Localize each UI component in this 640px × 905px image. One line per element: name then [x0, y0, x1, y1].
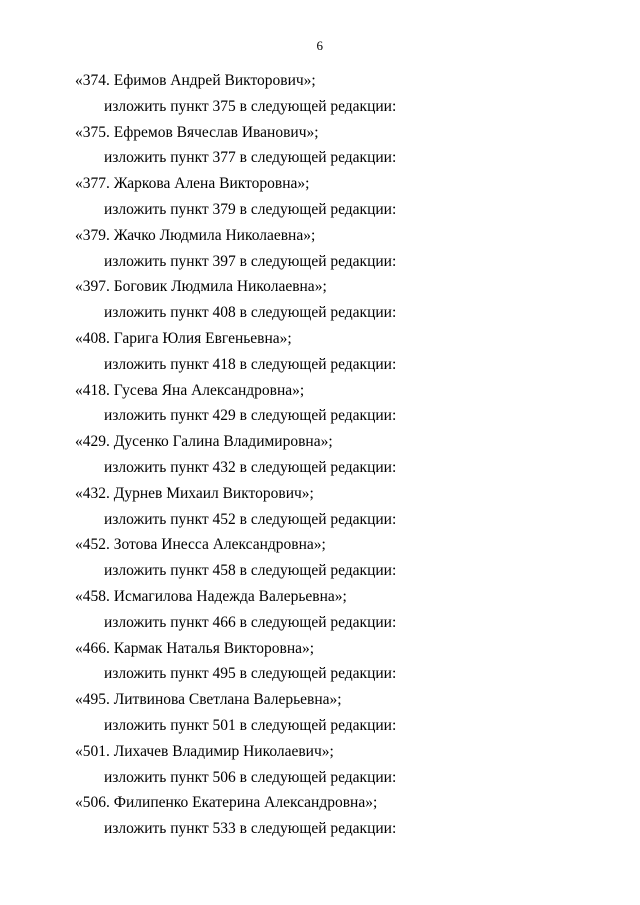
- list-entry: «375. Ефремов Вячеслав Иванович»;: [75, 123, 319, 141]
- instruction-line: изложить пункт 466 в следующей редакции:: [104, 613, 397, 631]
- instruction-line: изложить пункт 397 в следующей редакции:: [104, 252, 397, 270]
- instruction-line: изложить пункт 452 в следующей редакции:: [104, 510, 397, 528]
- amendment-list: [0, 68, 640, 842]
- instruction-line: изложить пункт 375 в следующей редакции:: [104, 97, 397, 115]
- instruction-line: изложить пункт 432 в следующей редакции:: [104, 458, 397, 476]
- list-entry: «466. Кармак Наталья Викторовна»;: [75, 639, 315, 657]
- instruction-line: изложить пункт 418 в следующей редакции:: [104, 355, 397, 373]
- list-entry: «379. Жачко Людмила Николаевна»;: [75, 226, 316, 244]
- instruction-line: изложить пункт 506 в следующей редакции:: [104, 768, 397, 786]
- list-entry: «432. Дурнев Михаил Викторович»;: [75, 484, 314, 502]
- instruction-line: изложить пункт 429 в следующей редакции:: [104, 407, 397, 425]
- list-entry: «452. Зотова Инесса Александровна»;: [75, 536, 326, 554]
- list-entry: «408. Гарига Юлия Евгеньевна»;: [75, 329, 292, 347]
- list-entry: «429. Дусенко Галина Владимировна»;: [75, 433, 333, 451]
- list-entry: «501. Лихачев Владимир Николаевич»;: [75, 742, 334, 760]
- list-entry: «458. Исмагилова Надежда Валерьевна»;: [75, 587, 347, 605]
- list-entry: «506. Филипенко Екатерина Александровна»;: [75, 794, 378, 812]
- instruction-line: изложить пункт 377 в следующей редакции:: [104, 149, 397, 167]
- page-number: 6: [316, 38, 324, 53]
- list-entry: «377. Жаркова Алена Викторовна»;: [75, 175, 310, 193]
- instruction-line: изложить пункт 495 в следующей редакции:: [104, 665, 397, 683]
- instruction-line: изложить пункт 458 в следующей редакции:: [104, 562, 397, 580]
- list-entry: «397. Боговик Людмила Николаевна»;: [75, 278, 327, 296]
- list-entry: «495. Литвинова Светлана Валерьевна»;: [75, 691, 342, 709]
- list-entry: «374. Ефимов Андрей Викторович»;: [75, 72, 316, 89]
- instruction-line: изложить пункт 408 в следующей редакции:: [104, 304, 397, 322]
- instruction-line: изложить пункт 379 в следующей редакции:: [104, 200, 397, 218]
- instruction-line: изложить пункт 533 в следующей редакции:: [104, 820, 397, 838]
- list-entry: «418. Гусева Яна Александровна»;: [75, 381, 305, 399]
- instruction-line: изложить пункт 501 в следующей редакции:: [104, 716, 397, 734]
